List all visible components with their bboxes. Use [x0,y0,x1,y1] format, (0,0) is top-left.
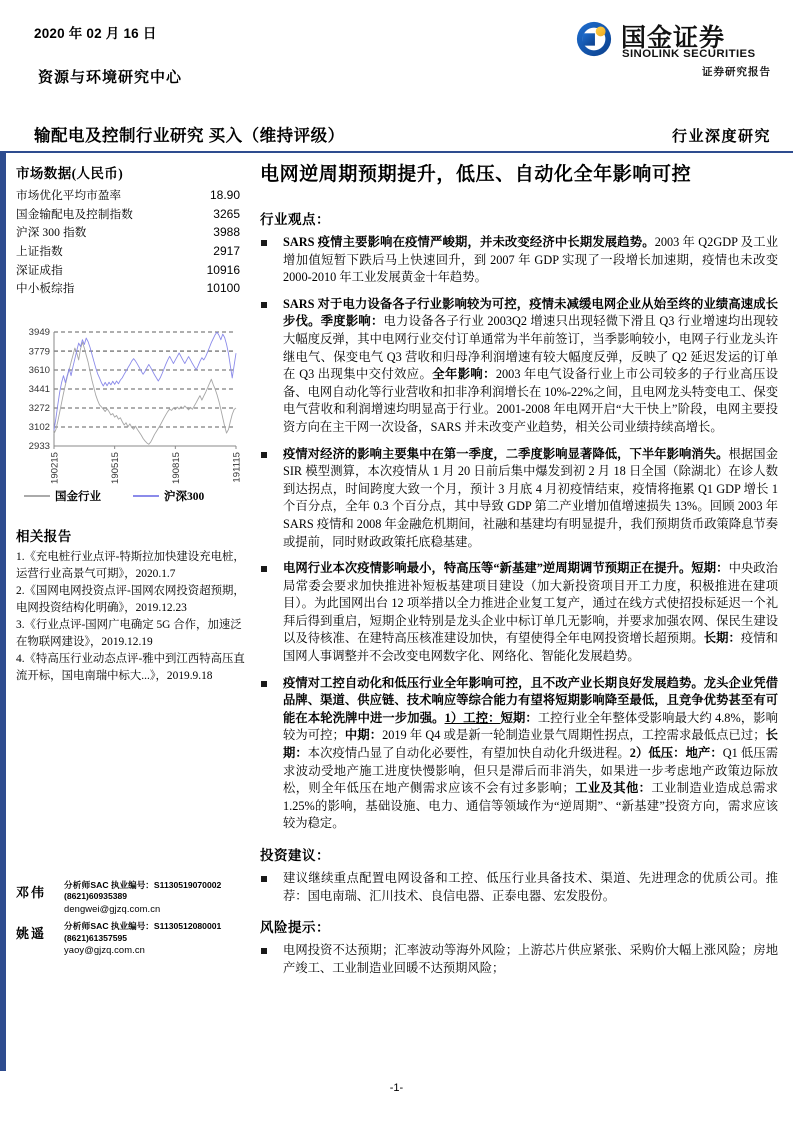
list-item[interactable]: 2.《国网电网投资点评-国网农网投资超预期，电网投资结构化明确》，2019.12.23 [16,585,245,614]
market-data-table [16,186,244,298]
bullet-item [260,942,778,977]
page-header [0,0,793,152]
market-row-value: 10916 [206,262,240,277]
list-item[interactable]: 3.《行业点评-国网广电确定 5G 合作，加速泛在物联网建设》，2019.12.19 [16,619,242,648]
analyst-cert-label: SAC 执业编号： [90,921,154,932]
section-industry-view [260,208,778,833]
legend-label-industry: 国金行业 [55,491,101,503]
svg-text:3779: 3779 [28,346,50,358]
list-item[interactable]: 4.《特高压行业动态点评-雅中到江西特高压直流开标，国电南瑞中标大...》，2019.9.18 [16,653,245,682]
svg-text:3610: 3610 [28,365,50,377]
svg-text:3441: 3441 [28,384,50,396]
section-heading: 投资建议： [260,848,330,863]
market-row-value: 18.90 [209,188,240,203]
header-divider [0,151,793,153]
analyst-list [16,880,256,962]
bullet-text: SARS 疫情主要影响在疫情严峻期，并未改变经济中长期发展趋势。2003 年 Q2GDP 及工业增加值短暂下跌后马上快速回升，到 2007 年 GDP 实现了一段增长加速期，疫情也未改变 2000-2010 年工业发展黄金十年趋势。 [283,235,778,285]
svg-text:191115: 191115 [231,452,242,483]
logo-subtitle: 证券研究报告 [702,67,771,78]
related-reports-heading: 相关报告 [16,529,72,544]
legend-item-industry [24,488,101,504]
analyst-details [64,880,221,914]
bullet-item [260,560,778,666]
market-row-value: 10100 [206,281,240,296]
analyst-phone: (8621)60935389 [64,891,128,902]
bullet-item [260,870,778,905]
bullet-item [260,296,778,437]
left-accent-bar [0,151,6,1071]
table-row [16,205,244,224]
legend-swatch-industry [24,495,50,497]
analyst-role: 分析师 [64,921,91,932]
logo-english-name: SINOLINK SECURITIES [622,48,756,60]
table-row [16,242,244,261]
main-content [260,162,778,986]
market-row-label: 国金输配电及控制指数 [16,207,133,221]
svg-text:3272: 3272 [28,403,50,415]
bullet-text: 电网行业本次疫情影响最小，特高压等“新基建”逆周期调节预期正在提升。短期：中央政治局常委会要求加快推进补短板基建项目建设（加大新投资项目开工力度，积极推进在建项目）。为此国网出台 12 项举措以全力推进企业复工复产，通过在线方式使招投标延迟一个礼拜后得到重启，短期企业特别是龙头企业中标订单几无影响，并要求加强农网、保民生建设以及待核准、在建特高压核准建设加快，有望使得全年电网投资增长超预期。长期：疫情和国网人事调整并不会改变电网数字化、网络化、智能化发展趋势。 [283,561,778,664]
analyst-name: 邓伟 [16,885,47,900]
section-heading: 风险提示： [260,920,330,936]
related-reports-list [16,549,252,684]
market-data-heading: 市场数据(人民币) [16,166,124,181]
research-center-name: 资源与环境研究中心 [38,70,183,86]
analyst-email[interactable]: dengwei@gjzq.com.cn [64,902,161,914]
industry-rating-title: 输配电及控制行业研究 买入（维持评级） [34,126,345,145]
analyst-cert-label: SAC 执业编号： [90,880,154,890]
bullet-text: 电网投资不达预期；汇率波动等海外风险；上游芯片供应紧张、采购价大幅上涨风险；房地产竣工、工业制造业回暖不达预期风险； [283,943,778,975]
bullet-item [260,675,778,833]
market-row-label: 中小板综指 [16,282,75,296]
legend-item-hs300 [133,488,204,504]
table-row [16,186,244,205]
market-row-label: 上证指数 [16,245,63,259]
market-row-value: 2917 [213,244,240,259]
market-row-label: 市场优化平均市盈率 [16,189,122,203]
index-performance-chart [14,326,242,512]
analyst-role: 分析师 [64,880,91,890]
table-row [16,279,244,298]
section-investment-advice [260,844,778,905]
section-heading: 行业观点： [260,212,330,227]
page-footer: -1- [389,1082,404,1094]
legend-label-hs300: 沪深300 [164,491,205,503]
analyst-name: 姚遥 [16,926,47,942]
svg-text:2933: 2933 [28,441,50,453]
analyst-entry [16,880,256,914]
list-item[interactable]: 1.《充电桩行业点评-特斯拉加快建设充电桩，运营行业高景气可期》，2020.1.7 [16,551,245,580]
company-logo [573,18,773,80]
svg-text:190515: 190515 [110,452,122,485]
analyst-details [64,921,221,955]
market-row-value: 3265 [213,206,240,221]
sidebar [16,162,244,298]
bullet-item [260,234,778,287]
logo-chinese-name: 国金证券 [621,24,726,52]
bullet-text: 疫情对经济的影响主要集中在第一季度，二季度影响显著降低，下半年影响消失。根据国金 SIR 模型测算，本次疫情从 1 月 20 日前后集中爆发到初 2 月 18 日全国（除湖北）在诊人数到达拐点，时间跨度大致一个月，预计 3 月底 4 月初疫情结束，疫情将拖累 Q1 GDP 增长 1 个百分点，全年 0.3 个百分点，其中导致 GDP 第二产业增加值增速损失 13%。回顾 2003 年 SARS 疫情和 2008 年金融危机期间，社融和基建均有明显提升，我们预期货币政策降息节奏或提前，同时财政政策托底稳基建。 [283,446,778,549]
analyst-cert-line [64,880,221,891]
analyst-entry [16,921,256,955]
analyst-phone: (8621)61357595 [64,932,128,943]
market-data-body [16,186,244,298]
svg-text:190215: 190215 [49,452,61,485]
svg-text:3102: 3102 [28,422,50,434]
table-row [16,223,244,242]
bullet-text: 建议继续重点配置电网设备和工控、低压行业具备技术、渠道、先进理念的优质公司。推荐：国电南瑞、汇川技术、良信电器、正泰电器、宏发股份。 [283,871,778,903]
analyst-cert-no: S1130512080001 [153,921,222,932]
market-row-label: 沪深 300 指数 [16,226,87,240]
svg-text:190815: 190815 [170,452,182,485]
bullet-text: SARS 对于电力设备各子行业影响较为可控，疫情未减缓电网企业从始至终的业绩高速成长步伐。季度影响：电力设备各子行业 2003Q2 增速只出现轻微下滑且 Q3 行业增速均出现较大幅度反弹，其中电网行业交付订单通常为半年前签订，当季影响较小，电网子行业龙头许继电气、保变电气 Q3 营收和归母净利润增速有较大幅度反弹，反映了 Q2 延迟发运的订单在 Q3 出现集中交付效应。全年影响：2003 年电气设备行业上市公司较多的子行业高压设备、电网自动化等行业营收和扣非净利润增长在 10%-22%之间，且电网龙头特变电工、保变电气营收和利润增速均明显高于行业。2001-2008 年电网开启“大干快上”阶段，电网主要投资方向在主干网一次设备，SARS 并未改变产业趋势，相关公司业绩持续高增长。 [283,296,778,434]
chart-canvas [14,326,242,512]
page-title: 电网逆周期预期提升，低压、自动化全年影响可控 [260,164,692,185]
bullet-item [260,446,778,552]
related-reports [16,525,252,685]
report-date: 2020 年 02 月 16 日 [34,26,157,41]
report-category: 行业深度研究 [671,129,771,145]
market-row-value: 3988 [213,225,240,240]
chart-legend [24,487,239,505]
svg-text:3949: 3949 [28,327,50,339]
market-row-label: 深证成指 [16,263,63,277]
sinolink-logo-icon [575,20,613,58]
analyst-email[interactable]: yaoy@gjzq.com.cn [64,944,145,956]
table-row [16,260,244,279]
analyst-cert-line [64,921,221,932]
analyst-cert-no: S1130519070002 [153,880,222,890]
legend-swatch-hs300 [133,495,159,497]
bullet-text: 疫情对工控自动化和低压行业全年影响可控，且不改产业长期良好发展趋势。龙头企业凭借品牌、渠道、供应链、技术响应等综合能力有望将短期影响降至最低，且竞争优势甚至有可能在本轮洗牌中进一步加强。1）工控：短期：工控行业全年整体受影响最大约 4.8%，影响较为可控；中期：2019 年 Q4 或是新一轮制造业景气周期性拐点，工控需求最低点已过；长期：本次疫情凸显了自动化必要性，有望加快自动化升级进程。2）低压：地产：Q1 低压需求波动受地产施工进度快慢影响，但只是滞后而非消失，如果进一步考虑地产政策边际放松，则全年低压在地产侧需求应该不会有过多影响；工业及其他：工业制造业造成总需求 1.25%的影响，基础设施、电力、通信等领域作为“逆周期”、“新基建”投资方向，需求应该较为稳定。 [283,675,778,831]
section-risk-warning [260,916,778,977]
